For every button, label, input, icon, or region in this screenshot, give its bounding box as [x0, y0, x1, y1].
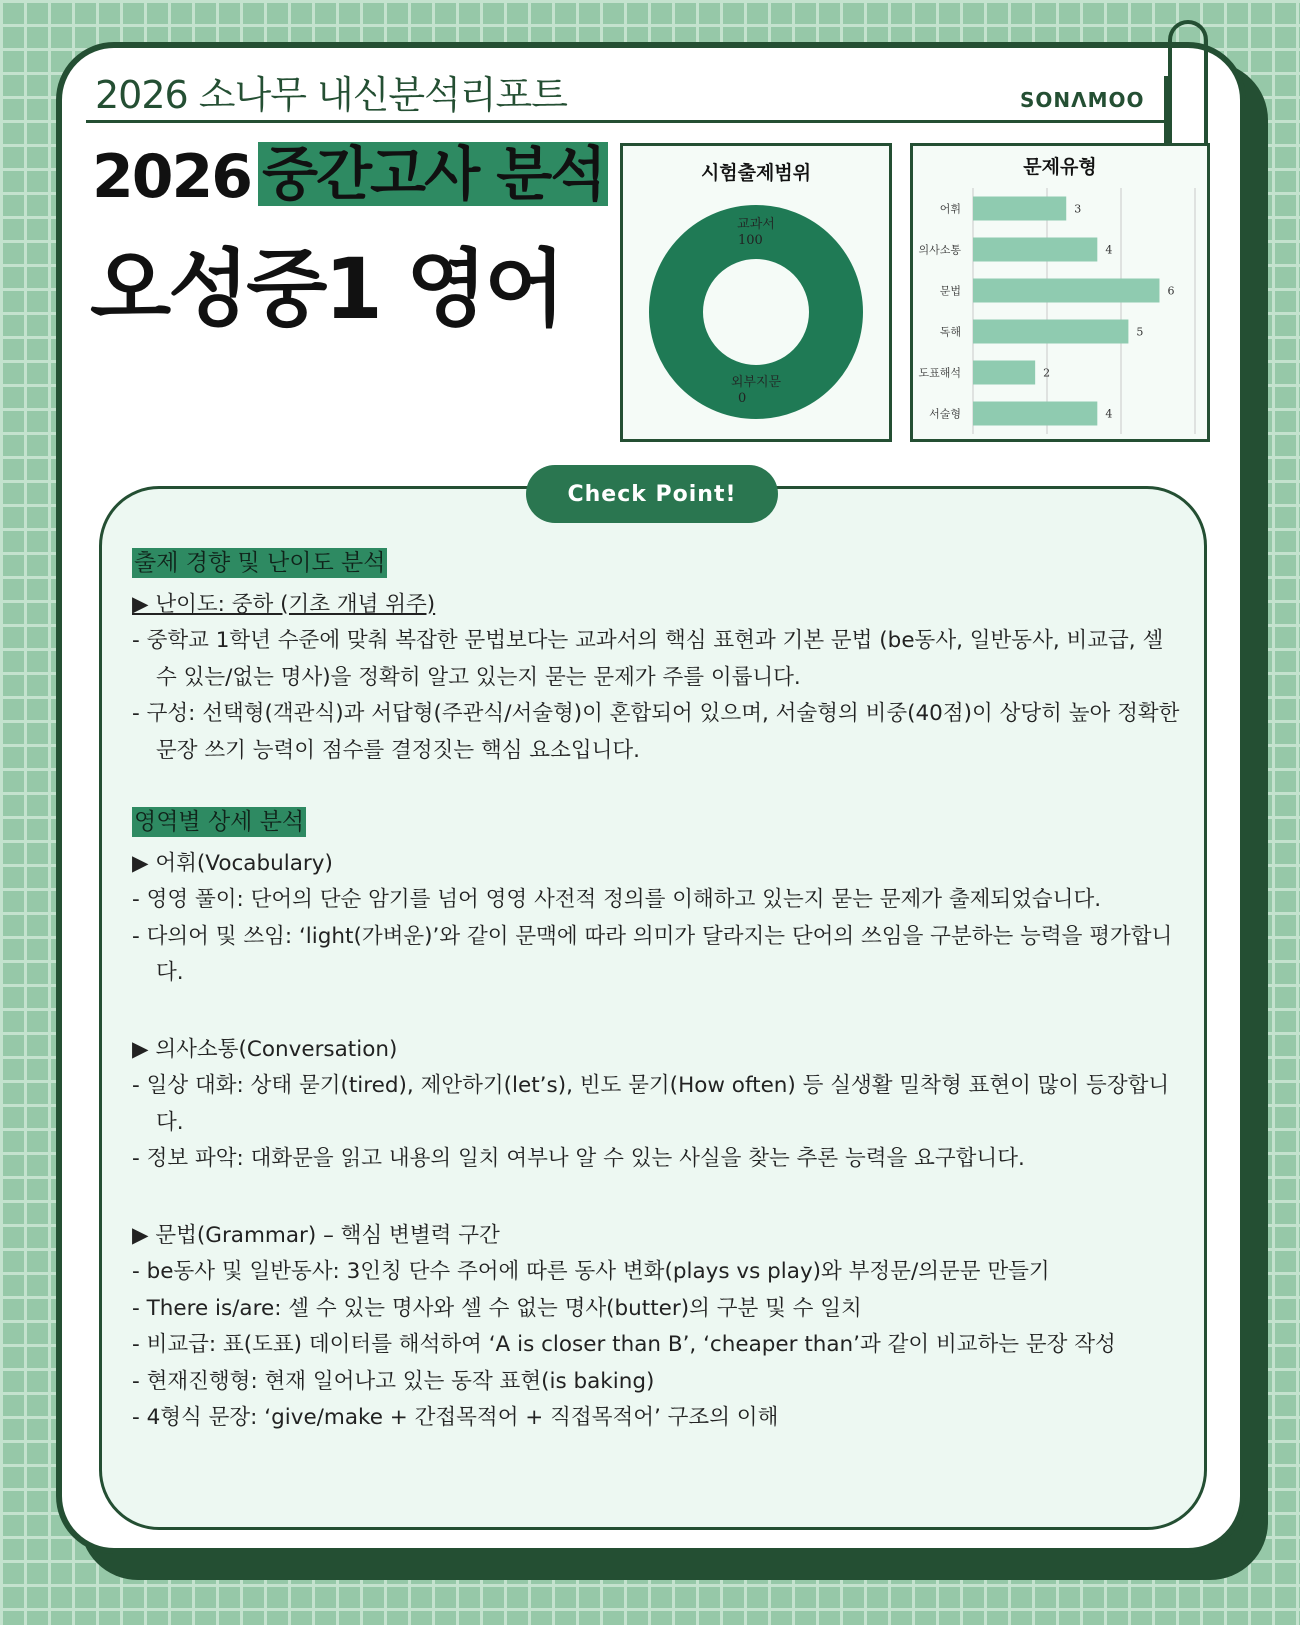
bar-value-label-0: 3 [1074, 202, 1082, 216]
section-gap [132, 769, 1182, 805]
exam-year: 2026 [92, 142, 251, 212]
bar-chart-svg [913, 146, 1207, 439]
analysis-content [132, 546, 1182, 1437]
bar-category-label-0: 어휘 [939, 202, 961, 216]
bar-0 [973, 197, 1066, 221]
binder-clip [1168, 20, 1208, 146]
question-type-chart [910, 143, 1210, 442]
header-divider [86, 120, 1168, 123]
donut-value-1: 0 [738, 391, 747, 406]
bar-value-label-2: 6 [1167, 284, 1175, 298]
bullet-line: - 영영 풀이: 단어의 단순 암기를 넘어 영영 사전적 정의를 이해하고 있는지 묻는 문제가 출제되었습니다. [132, 887, 1102, 912]
sub-heading: ▶ 의사소통(Conversation) [132, 1036, 398, 1062]
bar-category-label-2: 문법 [939, 284, 961, 298]
bullet-line: - 4형식 문장: ‘give/make + 간접목적어 + 직접목적어’ 구조의 이해 [132, 1405, 779, 1430]
bar-category-label-4: 도표해석 [918, 366, 961, 380]
section-title: 출제 경향 및 난이도 분석 [134, 550, 386, 576]
section-title-row [132, 805, 1182, 842]
bar-1 [973, 238, 1097, 262]
logo-divider [1164, 76, 1168, 144]
sub-heading: ▶ 문법(Grammar) – 핵심 변별력 구간 [132, 1222, 500, 1248]
report-title: 2026 소나무 내신분석리포트 [95, 73, 567, 117]
donut-chart-svg [623, 146, 889, 439]
sub-gap [132, 992, 1182, 1028]
bullet-line: - 정보 파악: 대화문을 읽고 내용의 일치 여부나 알 수 있는 사실을 찾는 추론 능력을 요구합니다. [132, 1146, 1025, 1171]
bar-value-label-3: 5 [1136, 325, 1144, 339]
exam-scope-chart [620, 143, 892, 442]
exam-type-highlight: 중간고사 분석 [258, 142, 608, 206]
bullet-line: - 중학교 1학년 수준에 맞춰 복잡한 문법보다는 교과서의 핵심 표현과 기본 문법 (be동사, 일반동사, 비교급, 셀 수 있는/없는 명사)을 정확히 알고 있는지 묻는 문제가 주를 이룹니다. [132, 628, 1164, 690]
bar-category-label-3: 독해 [939, 325, 961, 339]
donut-value-0: 100 [738, 233, 763, 248]
sonamoo-logo: SONΛMOO [1020, 88, 1145, 112]
bullet-line: - There is/are: 셀 수 있는 명사와 셀 수 없는 명사(butter)의 구분 및 수 일치 [132, 1295, 862, 1321]
donut-chart-title: 시험출제범위 [700, 162, 812, 184]
donut-slice-0 [676, 232, 836, 392]
bar-chart-title: 문제유형 [1023, 156, 1097, 178]
bullet-line: - 비교급: 표(도표) 데이터를 해석하여 ‘A is closer than B’, ‘cheaper than’과 같이 비교하는 문장 작성 [132, 1332, 1116, 1357]
bullet-line: - 현재진행형: 현재 일어나고 있는 동작 표현(is baking) [132, 1368, 655, 1394]
sub-gap [132, 1178, 1182, 1214]
bullet-line: - be동사 및 일반동사: 3인칭 단수 주어에 따른 동사 변화(plays vs play)와 부정문/의문문 만들기 [132, 1259, 1050, 1284]
bar-value-label-5: 4 [1105, 407, 1113, 421]
bullet-line: - 다의어 및 쓰임: ‘light(가벼운)’와 같이 문맥에 따라 의미가 달라지는 단어의 쓰임을 구분하는 능력을 평가합니다. [132, 923, 1173, 985]
bar-category-label-1: 의사소통 [918, 243, 961, 257]
sub-heading: ▶ 난이도: 중하 (기초 개념 위주) [132, 591, 436, 617]
bar-value-label-1: 4 [1105, 243, 1113, 257]
bullet-line: - 구성: 선택형(객관식)과 서답형(주관식/서술형)이 혼합되어 있으며, 서술형의 비중(40점)이 상당히 높아 정확한 문장 쓰기 능력이 점수를 결정짓는 핵심 요소입니다. [132, 701, 1180, 763]
bar-category-label-5: 서술형 [929, 407, 961, 421]
bar-value-label-4: 2 [1043, 366, 1051, 380]
bar-5 [973, 402, 1097, 426]
bar-4 [973, 361, 1035, 385]
donut-label-0: 교과서 [737, 217, 775, 232]
bullet-line: - 일상 대화: 상태 묻기(tired), 제안하기(let’s), 빈도 묻기(How often) 등 실생활 밀착형 표현이 많이 등장합니다. [132, 1073, 1170, 1135]
section-title: 영역별 상세 분석 [134, 809, 305, 835]
school-subject-title: 오성중1 영어 [90, 240, 563, 338]
section-title-row [132, 546, 1182, 583]
sub-heading: ▶ 어휘(Vocabulary) [132, 850, 333, 876]
donut-label-1: 외부지문 [730, 375, 782, 390]
check-point-label: Check Point! [526, 465, 778, 523]
bar-2 [973, 279, 1159, 303]
bar-3 [973, 320, 1128, 344]
